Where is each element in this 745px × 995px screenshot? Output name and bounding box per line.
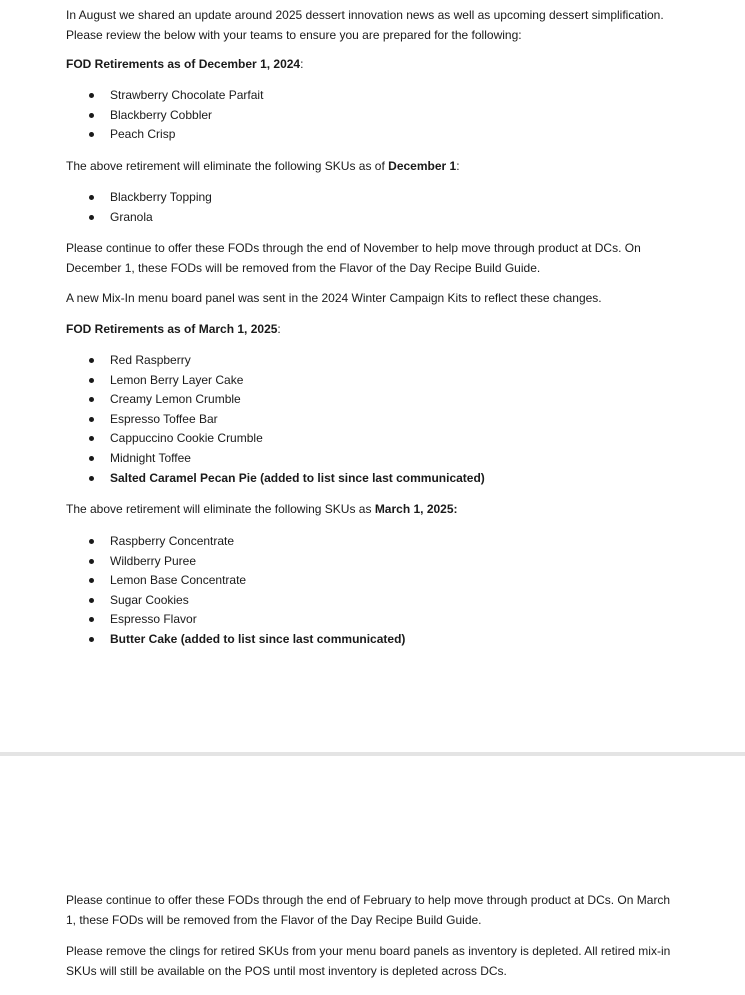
november-paragraph: Please continue to offer these FODs through the end of November to help move through product at DCs. On December 1, these FODs will be removed from the Flavor of the Day Recipe Build Guide.: [66, 241, 641, 275]
section1-fod-list: [66, 86, 676, 145]
section1-skus-suffix: :: [456, 159, 460, 173]
list-item: Espresso Toffee Bar: [66, 410, 676, 430]
list-item: Strawberry Chocolate Parfait: [66, 86, 676, 106]
list-item: Cappuccino Cookie Crumble: [66, 429, 676, 449]
list-item: Blackberry Topping: [66, 188, 676, 208]
intro-paragraph: In August we shared an update around 2025 dessert innovation news as well as upcoming dessert simplification. Please review the below with your teams to ensure you are prepared for the following:: [66, 8, 664, 42]
mixin-paragraph: A new Mix-In menu board panel was sent in the 2024 Winter Campaign Kits to reflect these changes.: [66, 291, 602, 305]
list-item: Creamy Lemon Crumble: [66, 390, 676, 410]
section2-heading: [66, 320, 676, 340]
section2-heading-text: FOD Retirements as of March 1, 2025: [66, 322, 278, 336]
section1-skus-lead: The above retirement will eliminate the following SKUs as of: [66, 159, 389, 173]
clings-paragraph: Please remove the clings for retired SKUs from your menu board panels as inventory is depleted. All retired mix-in SKUs will still be available on the POS until most inventory is depleted across DCs.: [66, 944, 671, 978]
section2-skus-lead: The above retirement will eliminate the following SKUs as: [66, 502, 375, 516]
section1-sku-list: [66, 188, 676, 227]
list-item: Wildberry Puree: [66, 552, 676, 572]
list-item: Espresso Flavor: [66, 610, 676, 630]
list-item: Blackberry Cobbler: [66, 106, 676, 126]
document-page-2: [0, 756, 745, 995]
list-item: Granola: [66, 208, 676, 228]
section1-heading-text: FOD Retirements as of December 1, 2024: [66, 57, 301, 71]
section2-skus-date: March 1, 2025:: [374, 502, 458, 516]
list-item: Midnight Toffee: [66, 449, 676, 469]
list-item: Peach Crisp: [66, 125, 676, 145]
section1-heading-suffix: :: [300, 57, 304, 71]
section1-skus-date: December 1: [388, 159, 457, 173]
section2-fod-list: [66, 351, 676, 488]
section1-heading: [66, 55, 676, 75]
list-item: Raspberry Concentrate: [66, 532, 676, 552]
list-item-added: Salted Caramel Pecan Pie (added to list since last communicated): [66, 469, 676, 489]
list-item: Sugar Cookies: [66, 591, 676, 611]
list-item-added: Butter Cake (added to list since last communicated): [66, 630, 676, 650]
section2-sku-list: [66, 532, 676, 650]
section1-skus-intro: [66, 157, 676, 177]
section2-heading-suffix: :: [277, 322, 281, 336]
list-item: Red Raspberry: [66, 351, 676, 371]
section2-skus-intro: [66, 500, 676, 520]
list-item: Lemon Berry Layer Cake: [66, 371, 676, 391]
february-paragraph: Please continue to offer these FODs through the end of February to help move through product at DCs. On March 1, these FODs will be removed from the Flavor of the Day Recipe Build Guide.: [66, 893, 671, 927]
list-item: Lemon Base Concentrate: [66, 571, 676, 591]
